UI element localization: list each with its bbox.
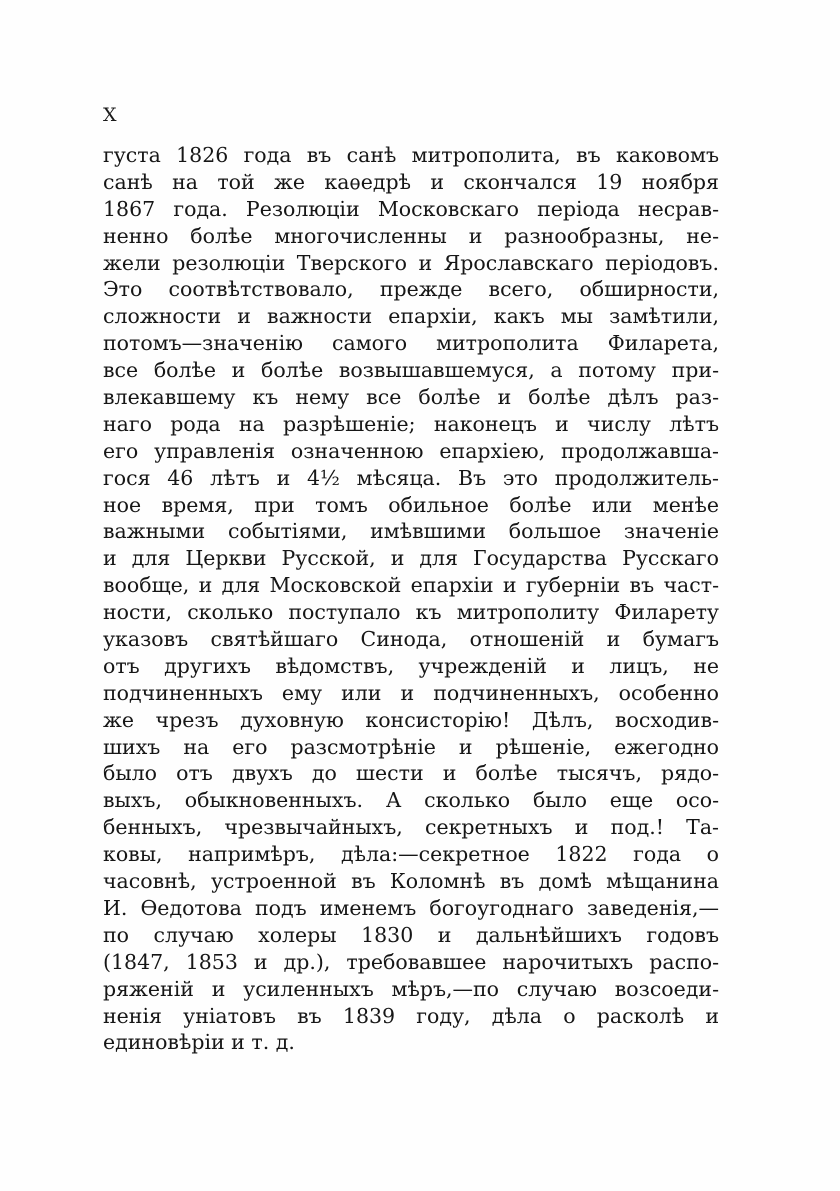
text-line: же чрезъ духовную консисторію! Дѣлъ, восходив-: [103, 707, 719, 732]
text-line: жели резолюціи Тверского и Ярославскаго періодовъ.: [103, 250, 719, 275]
text-line: выхъ, обыкновенныхъ. А сколько было еще осо-: [103, 788, 719, 813]
text-line: санѣ на той же каѳедрѣ и скончался 19 ноября: [103, 169, 719, 194]
text-line: И. Ѳедотова подъ именемъ богоугоднаго заведенія,—: [103, 895, 719, 920]
text-line: влекавшему къ нему все болѣе и болѣе дѣлъ раз-: [103, 385, 719, 410]
text-line: подчиненныхъ ему или и подчиненныхъ, особенно: [103, 680, 719, 705]
text-line: по случаю холеры 1830 и дальнѣйшихъ годовъ: [103, 922, 719, 947]
text-line: ное время, при томъ обильное болѣе или менѣе: [103, 492, 719, 517]
text-line: и для Церкви Русской, и для Государства Русскаго: [103, 546, 719, 571]
body-text: [103, 142, 719, 1056]
text-line: его управленія означенною епархіею, продолжавша-: [103, 438, 719, 463]
text-line: ряженій и усиленныхъ мѣръ,—по случаю возсоеди-: [103, 976, 719, 1001]
text-line: важными событіями, имѣвшими большое значеніе: [103, 519, 719, 544]
text-line: Это соотвѣтствовало, прежде всего, обширности,: [103, 277, 719, 302]
text-line: вообще, и для Московской епархіи и губерніи въ част-: [103, 573, 719, 598]
text-line: часовнѣ, устроенной въ Коломнѣ въ домѣ мѣщанина: [103, 869, 719, 894]
text-line: отъ другихъ вѣдомствъ, учрежденій и лицъ, не: [103, 653, 719, 678]
page-number: X: [103, 104, 118, 126]
text-line: 1867 года. Резолюціи Московскаго періода несрав-: [103, 196, 719, 221]
text-line: ненія уніатовъ въ 1839 году, дѣла о расколѣ и: [103, 1003, 719, 1028]
text-line: ковы, напримѣръ, дѣла:—секретное 1822 года о: [103, 842, 719, 867]
text-line: наго рода на разрѣшеніе; наконецъ и числу лѣтъ: [103, 411, 719, 436]
text-line: сложности и важности епархіи, какъ мы замѣтили,: [103, 304, 719, 329]
text-line: было отъ двухъ до шести и болѣе тысячъ, рядо-: [103, 761, 719, 786]
text-line: все болѣе и болѣе возвышавшемуся, а потому при-: [103, 358, 719, 383]
text-line: ненно болѣе многочисленны и разнообразны, не-: [103, 223, 719, 248]
text-line: шихъ на его разсмотрѣніе и рѣшеніе, ежегодно: [103, 734, 719, 759]
text-line: ности, сколько поступало къ митрополиту Филарету: [103, 600, 719, 625]
text-line: густа 1826 года въ санѣ митрополита, въ каковомъ: [103, 143, 719, 167]
text-line: потомъ—значенію самого митрополита Филарета,: [103, 331, 719, 356]
text-line: указовъ святѣйшаго Синода, отношеній и бумагъ: [103, 627, 719, 652]
text-line: гося 46 лѣтъ и 4½ мѣсяца. Въ это продолжитель-: [103, 465, 719, 490]
text-line: единовѣріи и т. д.: [103, 1030, 295, 1055]
text-line: бенныхъ, чрезвычайныхъ, секретныхъ и под.! Та-: [103, 815, 719, 840]
text-line: (1847, 1853 и др.), требовавшее нарочитыхъ распо-: [103, 949, 719, 974]
